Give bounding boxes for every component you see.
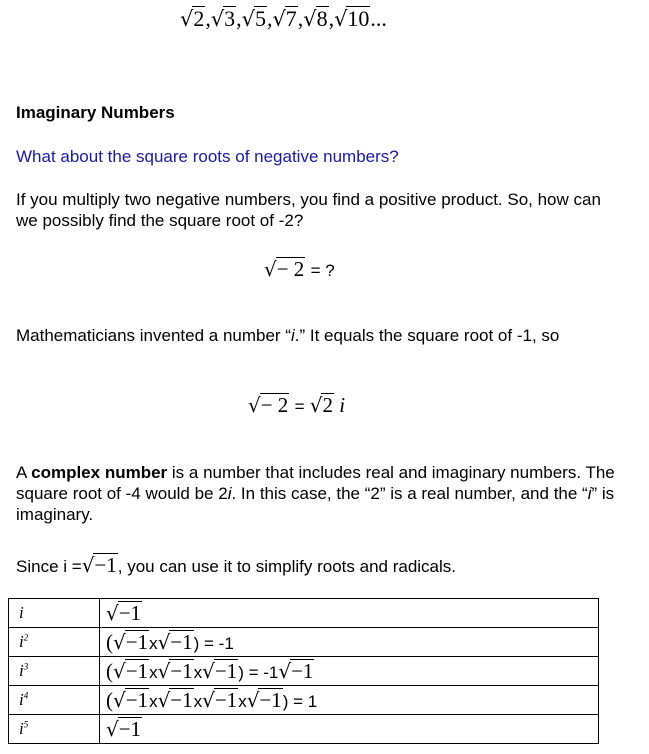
sqrt-neg-2: √− 2 bbox=[264, 257, 305, 281]
sqrt-neg-1: √−1 bbox=[81, 553, 117, 577]
equation-sqrt-neg-2-equals: √− 2 = √2 i bbox=[248, 393, 346, 417]
paragraph-negative-products: If you multiply two negative numbers, you find a positive product. So, how can we possibly find the square root of -2? bbox=[16, 190, 601, 230]
section-heading: Imaginary Numbers bbox=[16, 103, 175, 122]
paragraph-complex-number: A complex number is a number that includes real and imaginary numbers. The square root of -4 would be 2i. In this case, the “2” is a real number, and the “i” is imaginary. bbox=[16, 463, 615, 524]
power-cell: $i^2$ bbox=[9, 628, 100, 657]
ellipsis: ... bbox=[370, 6, 387, 31]
value-cell: √−1 bbox=[100, 599, 599, 628]
sqrt-10: √10 bbox=[334, 6, 370, 31]
radical-sequence: √2,√3,√5,√7,√8,√10... bbox=[180, 6, 387, 31]
power-cell: $i^5$ bbox=[9, 715, 100, 744]
sqrt-2-right: √2 bbox=[309, 393, 333, 417]
question-text: What about the square roots of negative numbers? bbox=[16, 147, 399, 166]
value-cell: (√−1x√−1x√−1x√−1) = 1 bbox=[100, 686, 599, 715]
paragraph-since-i: Since i =√−1, you can use it to simplify roots and radicals. bbox=[16, 553, 457, 577]
value-cell: √−1 bbox=[100, 715, 599, 744]
equation-sqrt-neg-2 bbox=[264, 257, 335, 282]
table-row bbox=[9, 686, 599, 715]
power-cell: $i^3$ bbox=[9, 657, 100, 686]
paragraph-mathematicians: Mathematicians invented a number “i.” It equals the square root of -1, so bbox=[16, 326, 560, 345]
sqrt-8: √8 bbox=[303, 6, 328, 31]
sqrt-2: √2 bbox=[180, 6, 205, 31]
table-row bbox=[9, 628, 599, 657]
table-row bbox=[9, 657, 599, 686]
value-cell: (√−1x√−1x√−1) = -1√−1 bbox=[100, 657, 599, 686]
equals-question: = ? bbox=[310, 261, 335, 280]
sqrt-3: √3 bbox=[210, 6, 236, 31]
sqrt-neg-2-left: √− 2 bbox=[248, 393, 289, 417]
table-row bbox=[9, 715, 599, 744]
sqrt-5: √5 bbox=[241, 6, 266, 31]
power-cell: i bbox=[9, 599, 100, 628]
table-row bbox=[9, 599, 599, 628]
powers-of-i-table bbox=[8, 598, 599, 744]
sqrt-7: √7 bbox=[272, 6, 297, 31]
power-cell: $i^4$ bbox=[9, 686, 100, 715]
value-cell: (√−1x√−1) = -1 bbox=[100, 628, 599, 657]
